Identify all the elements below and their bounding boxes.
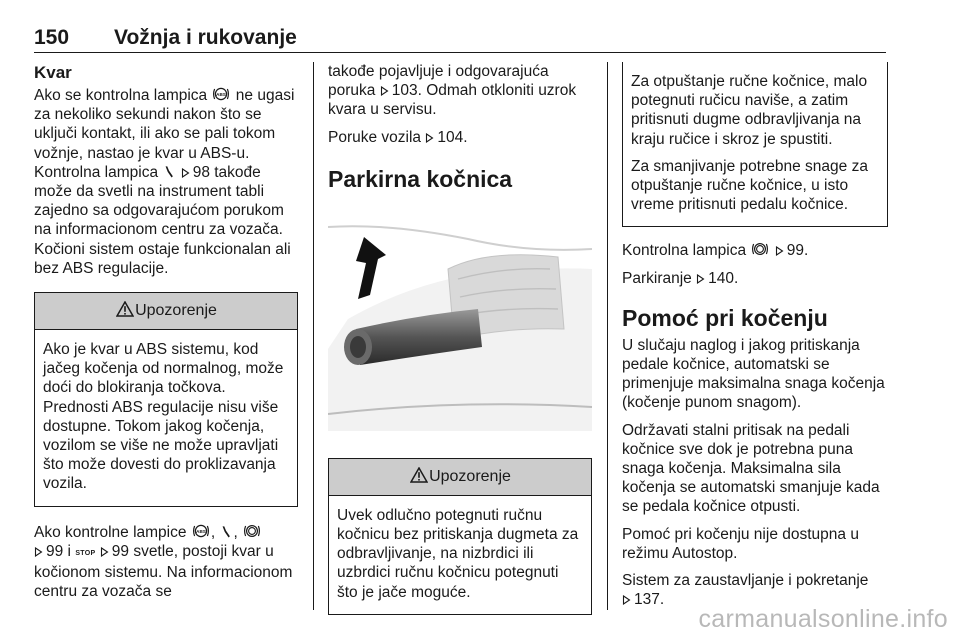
paragraph-message xyxy=(328,62,592,120)
paragraph-brake-fault: Ako kontrolne lampice , , 99 i STOP 99 svetle, postoji kvar u kočionom sistemu. Na informacionom centru za vozača se xyxy=(34,523,293,601)
parking-brake-illustration xyxy=(328,209,592,431)
page-reference-icon xyxy=(696,274,705,284)
text-fragment: ne ugasi za nekoliko sekundi nakon što se uključi kontakt, ili ako se pali tokom vožnje, nastao je kvar u ABS-u. Kontrolna lampica xyxy=(34,87,295,181)
text-fragment: 98 takođe može da svetli na instrument tabli zajedno sa odgovarajućom porukom na informacionom centru za vozača. Kočioni sistem ostaje funkcionalan ali bez ABS regulacije. xyxy=(34,163,291,277)
warning-box-abs xyxy=(34,292,298,507)
abs-warning-lamp-icon xyxy=(212,86,230,102)
paragraph-vehicle-messages xyxy=(328,128,592,147)
wrench-icon xyxy=(163,164,175,179)
section-heading-kvar: Kvar xyxy=(34,63,72,82)
page-reference-icon xyxy=(181,168,190,178)
text-fragment: Poruke vozila xyxy=(328,128,422,146)
warning-triangle-icon xyxy=(410,467,428,483)
text-fragment: 103. Odmah otkloniti uzrok kvara u servisu. xyxy=(328,82,577,119)
paragraph-abs-fault xyxy=(34,86,298,278)
page-reference-icon xyxy=(100,547,109,557)
warning-triangle-icon xyxy=(116,301,134,317)
abs-warning-lamp-icon xyxy=(192,523,210,539)
chapter-title: Vožnja i rukovanje xyxy=(114,26,297,49)
note-text: Za otpuštanje ručne kočnice, malo potegnuti ručicu naviše, a zatim pritisnuti dugme odbravljivanja na kraju ručice i skroz je spustiti. xyxy=(631,73,868,148)
text-fragment: 104. xyxy=(437,128,468,146)
text-fragment: 99. xyxy=(786,242,809,260)
text-fragment: Ako se kontrolna lampica xyxy=(34,87,208,104)
brake-warning-lamp-icon xyxy=(751,241,769,257)
page-reference-icon xyxy=(380,86,389,96)
text-fragment: Sistem za zaustavljanje i pokretanje xyxy=(622,572,869,590)
column-divider-2 xyxy=(607,62,608,610)
warning-body xyxy=(35,330,297,506)
text-fragment: 99 i xyxy=(46,542,71,560)
text-fragment: 140. xyxy=(708,269,739,287)
paragraph-brake-assist-2: Održavati stalni pritisak na pedali kočnice sve dok je potrebna puna snaga kočenja. Maksimalna sila kočenja se automatski smanjuje kada se pedala kočnice otpusti. xyxy=(622,421,880,516)
brake-warning-lamp-icon xyxy=(243,523,261,539)
stop-lamp-icon: STOP xyxy=(75,549,96,557)
text-fragment: Parkiranje xyxy=(622,269,692,287)
note-box-release xyxy=(622,62,888,227)
paragraph-warning-lamp xyxy=(622,241,888,260)
column-divider-1 xyxy=(313,62,314,610)
section-heading-brake-assist: Pomoć pri kočenju xyxy=(622,304,828,331)
paragraph-brake-assist-3: Pomoć pri kočenju nije dostupna u režimu Autostop. xyxy=(622,525,859,562)
text-fragment: Kontrolna lampica xyxy=(622,242,747,260)
page-reference-icon xyxy=(775,246,784,256)
watermark: carmanualsonline.info xyxy=(698,605,948,633)
warning-title: Upozorenje xyxy=(429,467,511,485)
warning-text: Ako je kvar u ABS sistemu, kod jačeg kočenja od normalnog, može doći do blokiranja točkova. Prednosti ABS regulacije nisu više dostupne. Tokom jakog kočenja, vozilom se više ne može upravljati što može dovesti do proklizavanja vozila. xyxy=(43,341,284,493)
paragraph-parking xyxy=(622,269,888,288)
column-2 xyxy=(328,62,592,631)
section-heading-parking-brake: Parkirna kočnica xyxy=(328,165,513,192)
paragraph-stop-start xyxy=(622,571,888,609)
column-3 xyxy=(622,62,888,617)
column-1 xyxy=(34,62,298,609)
text-fragment: 99 svetle, postoji kvar u kočionom sistemu. Na informacionom centru za vozača se xyxy=(34,542,293,601)
warning-box-parking-brake xyxy=(328,458,592,615)
warning-body xyxy=(329,496,591,614)
page-reference-icon xyxy=(622,595,631,605)
text-fragment: takođe pojavljuje i odgovarajuća poruka xyxy=(328,63,549,100)
warning-header xyxy=(329,459,591,496)
text-fragment: 137. xyxy=(634,591,665,609)
warning-text: Uvek odlučno potegnuti ručnu kočnicu bez pritiskanja dugmeta za odbravljivanje, na nizbrdici ili uzbrdici ručnu kočnicu potegnuti što je jače moguće. xyxy=(337,506,579,601)
text-fragment: Ako kontrolne lampice xyxy=(34,523,187,541)
page-reference-icon xyxy=(34,547,43,557)
page-reference-icon xyxy=(425,133,434,143)
warning-header xyxy=(35,293,297,330)
paragraph-brake-assist-1: U slučaju naglog i jakog pritiskanja pedale kočnice, automatski se primenjuje maksimalna snaga kočenja (kočenje punom snagom). xyxy=(622,336,885,412)
page-number: 150 xyxy=(34,26,70,49)
note-text: Za smanjivanje potrebne snage za otpuštanje ručne kočnice, u isto vreme pritisnuti pedalu kočnice. xyxy=(631,157,868,214)
page-header xyxy=(34,22,886,53)
wrench-icon xyxy=(220,524,232,539)
warning-title: Upozorenje xyxy=(135,302,217,320)
